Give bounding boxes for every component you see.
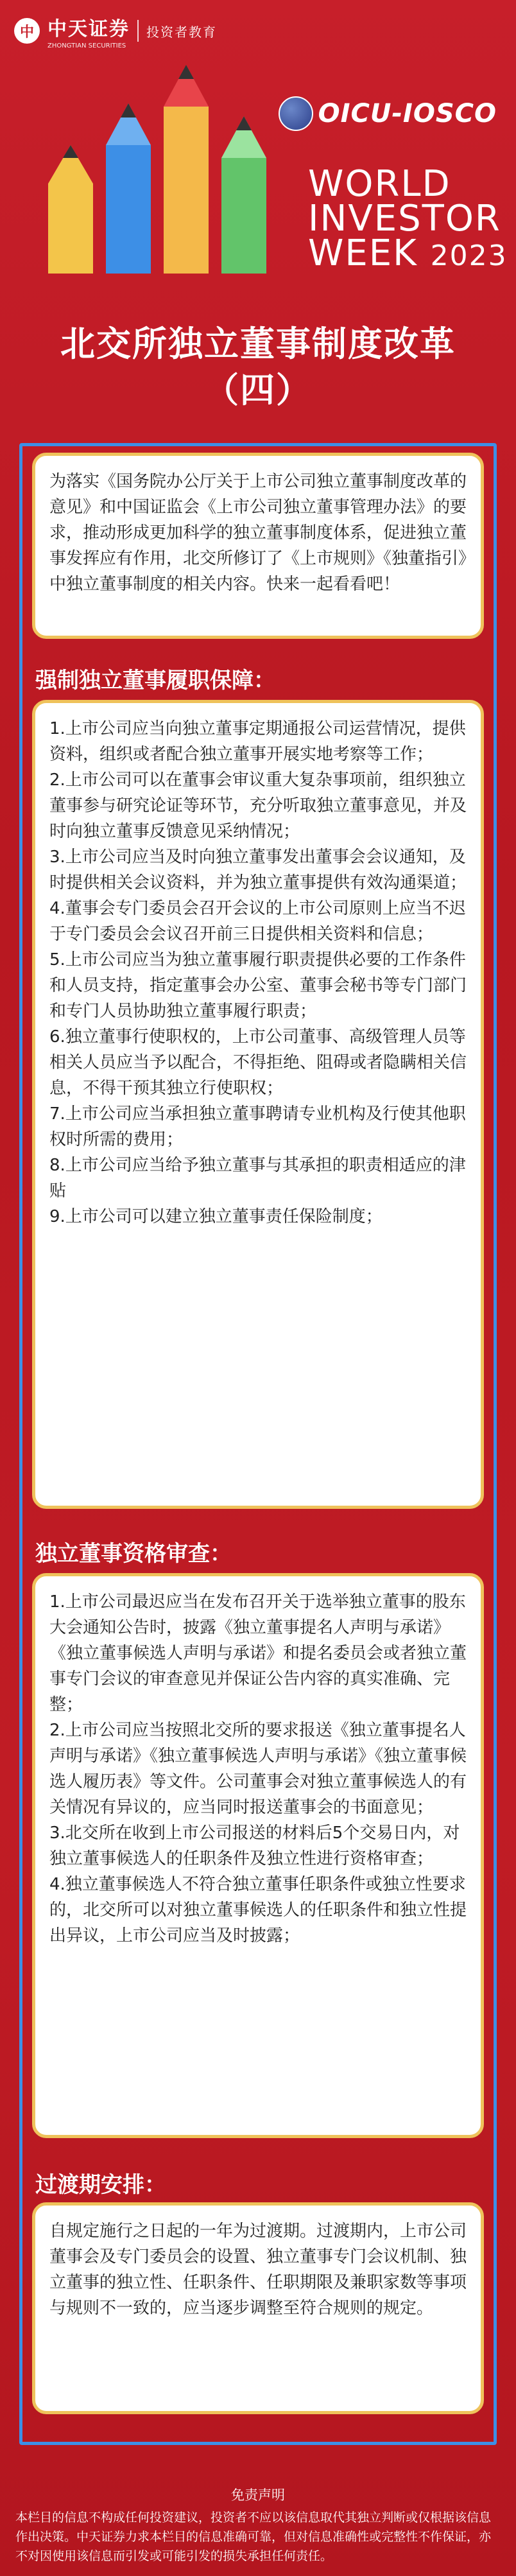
list-item: 1.上市公司应当向独立董事定期通报公司运营情况，提供资料，组织或者配合独立董事开展实地考察等工作； xyxy=(49,719,466,764)
intro-text: 为落实《国务院办公厅关于上市公司独立董事制度改革的意见》和中国证监会《上市公司独立董事管理办法》的要求，推动形成更加科学的独立董事制度体系，促进独立董事发挥应有作用，北交所修订了《上市规则》《独董指引》中独立董事制度的相关内容。快来一起看看吧！ xyxy=(49,472,467,594)
list-item: 2.上市公司可以在董事会审议重大复杂事项前，组织独立董事参与研究论证等环节，充分听取独立董事意见，并及时向独立董事反馈意见采纳情况； xyxy=(49,770,467,841)
transition-card xyxy=(32,2202,484,2414)
oicu-iosco-logo xyxy=(279,96,497,131)
disclaimer xyxy=(0,2485,516,2566)
section-heading-qualification: 独立董事资格审查： xyxy=(35,1541,232,1567)
list-item: 2.上市公司应当按照北交所的要求报送《独立董事提名人声明与承诺》《独立董事候选人声明与承诺》《独立董事候选人履历表》等文件。公司董事会对独立董事候选人的有关情况有异议的，应当同时报送董事会的书面意见； xyxy=(49,1721,467,1817)
wiw-year: 2023 xyxy=(430,239,508,272)
pencil-green xyxy=(221,116,266,274)
list-item: 9.上市公司可以建立独立董事责任保险制度； xyxy=(49,1207,383,1226)
list-item: 6.独立董事行使职权的，上市公司董事、高级管理人员等相关人员应当予以配合，不得拒绝、阻碍或者隐瞒相关信息，不得干预其独立行使职权； xyxy=(49,1027,467,1098)
pencil-blue xyxy=(106,103,151,274)
list-item: 4.董事会专门委员会召开会议的上市公司原则上应当不迟于专门委员会会议召开前三日提供相关资料和信息； xyxy=(49,899,466,944)
pencil-yellow xyxy=(48,145,93,274)
brand-name: 中天证券 xyxy=(47,17,130,40)
pencils-illustration xyxy=(45,62,289,280)
page-title xyxy=(0,321,516,413)
disclaimer-text: 本栏目的信息不构成任何投资建议，投资者不应以该信息取代其独立判断或仅根据该信息作出决策。中天证券力求本栏目的信息准确可靠，但对信息准确性或完整性不作保证，亦不对因使用该信息而引发或可能引发的损失承担任何责任。 xyxy=(15,2511,492,2563)
title-line-2: （四） xyxy=(204,370,312,410)
list-item: 5.上市公司应当为独立董事履行职责提供必要的工作条件和人员支持，指定董事会办公室、董事会秘书等专门部门和专门人员协助独立董事履行职责； xyxy=(49,950,467,1021)
pencil-red xyxy=(164,65,209,274)
investor-education-label: 投资者教育 xyxy=(146,24,217,40)
list-item: 4.独立董事候选人不符合独立董事任职条件或独立性要求的，北交所可以对独立董事候选人的任职条件和独立性提出异议，上市公司应当及时披露； xyxy=(49,1875,467,1945)
wiw-line-world: WORLD xyxy=(308,163,451,205)
zhongtian-logo-icon: 中 xyxy=(14,18,40,44)
oicu-iosco-text: OICU-IOSCO xyxy=(318,99,497,128)
transition-text: 自规定施行之日起的一年为过渡期。过渡期内，上市公司董事会及专门委员会的设置、独立董事专门会议机制、独立董事的独立性、任职条件、任职期限及兼职家数等事项与规则不一致的，应当逐步调整至符合规则的规定。 xyxy=(49,2222,467,2318)
qualification-card xyxy=(32,1573,484,2138)
disclaimer-heading: 免责声明 xyxy=(231,2487,285,2503)
guarantee-card xyxy=(32,700,484,1509)
wiw-line-investor: INVESTOR xyxy=(308,198,501,239)
header-logo xyxy=(14,12,217,50)
section-heading-guarantee: 强制独立董事履职保障： xyxy=(35,668,275,693)
title-line-1: 北交所独立董事制度改革 xyxy=(60,324,456,364)
brand-subtitle: ZHONGTIAN SECURITIES xyxy=(47,42,126,49)
logo-divider xyxy=(137,20,139,42)
wiw-line-week: WEEK xyxy=(308,232,418,274)
list-item: 1.上市公司最迟应当在发布召开关于选举独立董事的股东大会通知公告时，披露《独立董事提名人声明与承诺》《独立董事候选人声明与承诺》和提名委员会或者独立董事专门会议的审查意见并保证公告内容的真实准确、完整； xyxy=(49,1592,467,1714)
section-heading-transition: 过渡期安排： xyxy=(35,2172,166,2198)
list-item: 3.上市公司应当及时向独立董事发出董事会会议通知，及时提供相关会议资料，并为独立董事提供有效沟通渠道； xyxy=(49,848,467,892)
world-investor-week-wordmark xyxy=(308,163,508,274)
list-item: 3.北交所在收到上市公司报送的材料后5个交易日内，对独立董事候选人的任职条件及独立性进行资格审查； xyxy=(49,1823,460,1868)
list-item: 8.上市公司应当给予独立董事与其承担的职责相适应的津贴 xyxy=(49,1156,466,1201)
list-item: 7.上市公司应当承担独立董事聘请专业机构及行使其他职权时所需的费用； xyxy=(49,1104,466,1149)
intro-card xyxy=(32,453,484,639)
